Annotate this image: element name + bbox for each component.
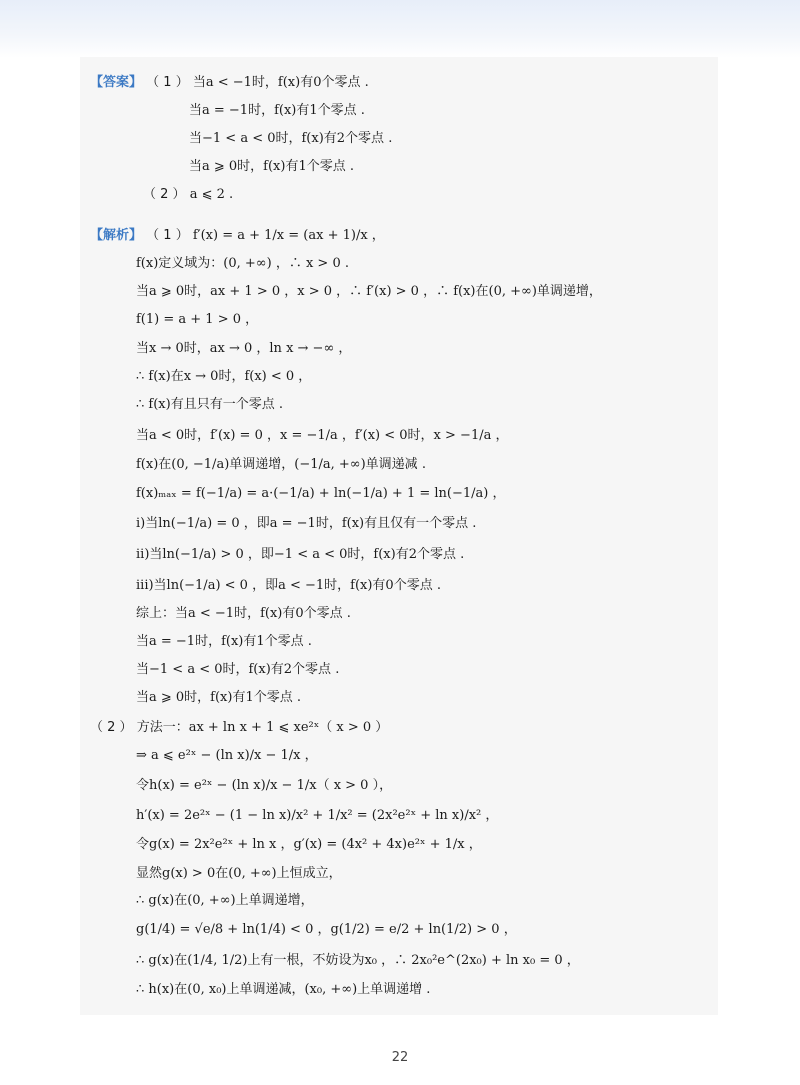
analysis-line: f(x)定义域为：(0, +∞) ，∴ x > 0 . xyxy=(136,256,349,271)
analysis-part1-label: （ 1 ） xyxy=(146,228,189,243)
analysis-line: 方法一：ax + ln x + 1 ⩽ xe²ˣ（ x > 0 ） xyxy=(136,720,389,735)
answer-part2-text: a ⩽ 2 . xyxy=(189,187,234,202)
analysis-line: f(1) = a + 1 > 0 ， xyxy=(136,312,259,327)
answer-line: 当a < −1时，f(x)有0个零点 . xyxy=(192,75,369,90)
analysis-line: 当a = −1时，f(x)有1个零点 . xyxy=(136,634,312,649)
answer-part2-row xyxy=(143,187,233,203)
analysis-line: ∴ f(x)在x → 0时，f(x) < 0 ， xyxy=(136,369,312,384)
analysis-line: ∴ g(x)在(1/4, 1/2)上有一根，不妨设为x₀ ，∴ 2x₀²e^(2x₀) + ln x₀ = 0 ， xyxy=(136,953,580,968)
analysis-heading-row xyxy=(90,228,385,244)
analysis-line: h′(x) = 2e²ˣ − (1 − ln x)/x² + 1/x² = (2x²e²ˣ + ln x)/x² ， xyxy=(136,808,499,823)
analysis-part2-label: （ 2 ） xyxy=(90,720,133,735)
analysis-line: 显然g(x) > 0在(0, +∞)上恒成立， xyxy=(136,866,342,881)
answer-part2-label: （ 2 ） xyxy=(143,187,186,202)
analysis-line: 当x → 0时，ax → 0 ，ln x → −∞ ， xyxy=(136,341,352,356)
answer-line: 当a = −1时，f(x)有1个零点 . xyxy=(189,103,365,118)
answer-part1-label: （ 1 ） xyxy=(146,75,189,90)
analysis-line: f(x)在(0, −1/a)单调递增，(−1/a, +∞)单调递减 . xyxy=(136,457,426,472)
analysis-line: ∴ f(x)有且只有一个零点 . xyxy=(136,397,283,412)
analysis-line: ⇒ a ⩽ e²ˣ − (ln x)/x − 1/x ， xyxy=(136,748,318,763)
analysis-line: 当a ⩾ 0时，ax + 1 > 0 ，x > 0 ，∴ f′(x) > 0 ，∴ f(x)在(0, +∞)单调递增， xyxy=(136,284,602,299)
answer-line: 当−1 < a < 0时，f(x)有2个零点 . xyxy=(189,131,393,146)
page-number: 22 xyxy=(391,1050,409,1065)
analysis-line: g(1/4) = √e/8 + ln(1/4) < 0 ，g(1/2) = e/2 + ln(1/2) > 0 ， xyxy=(136,922,517,937)
analysis-line: f(x)ₘₐₓ = f(−1/a) = a·(−1/a) + ln(−1/a) + 1 = ln(−1/a) ， xyxy=(136,486,506,501)
analysis-line: ii)当ln(−1/a) > 0 ，即−1 < a < 0时，f(x)有2个零点 . xyxy=(136,547,465,562)
analysis-line: f′(x) = a + 1/x = (ax + 1)/x ， xyxy=(192,228,385,243)
analysis-line: i)当ln(−1/a) = 0 ，即a = −1时，f(x)有且仅有一个零点 . xyxy=(136,516,477,531)
answer-heading-row xyxy=(90,75,369,91)
analysis-line: iii)当ln(−1/a) < 0 ，即a < −1时，f(x)有0个零点 . xyxy=(136,578,441,593)
analysis-tag: 【解析】 xyxy=(90,228,143,243)
page-header-band xyxy=(0,0,800,58)
analysis-line: ∴ h(x)在(0, x₀)上单调递减，(x₀, +∞)上单调递增 . xyxy=(136,982,431,997)
answer-line: 当a ⩾ 0时，f(x)有1个零点 . xyxy=(189,159,355,174)
analysis-line: 当−1 < a < 0时，f(x)有2个零点 . xyxy=(136,662,340,677)
analysis-line: 令h(x) = e²ˣ − (ln x)/x − 1/x（ x > 0 ）， xyxy=(136,778,393,793)
analysis-line: 当a ⩾ 0时，f(x)有1个零点 . xyxy=(136,690,302,705)
analysis-line: ∴ g(x)在(0, +∞)上单调递增， xyxy=(136,893,314,908)
analysis-line: 综上：当a < −1时，f(x)有0个零点 . xyxy=(136,606,351,621)
answer-tag: 【答案】 xyxy=(90,75,143,90)
analysis-line: 令g(x) = 2x²e²ˣ + ln x ，g′(x) = (4x² + 4x)e²ˣ + 1/x ， xyxy=(136,837,482,852)
analysis-part2-row xyxy=(90,720,388,736)
analysis-line: 当a < 0时，f′(x) = 0 ，x = −1/a ，f′(x) < 0时，x > −1/a ， xyxy=(136,428,509,443)
